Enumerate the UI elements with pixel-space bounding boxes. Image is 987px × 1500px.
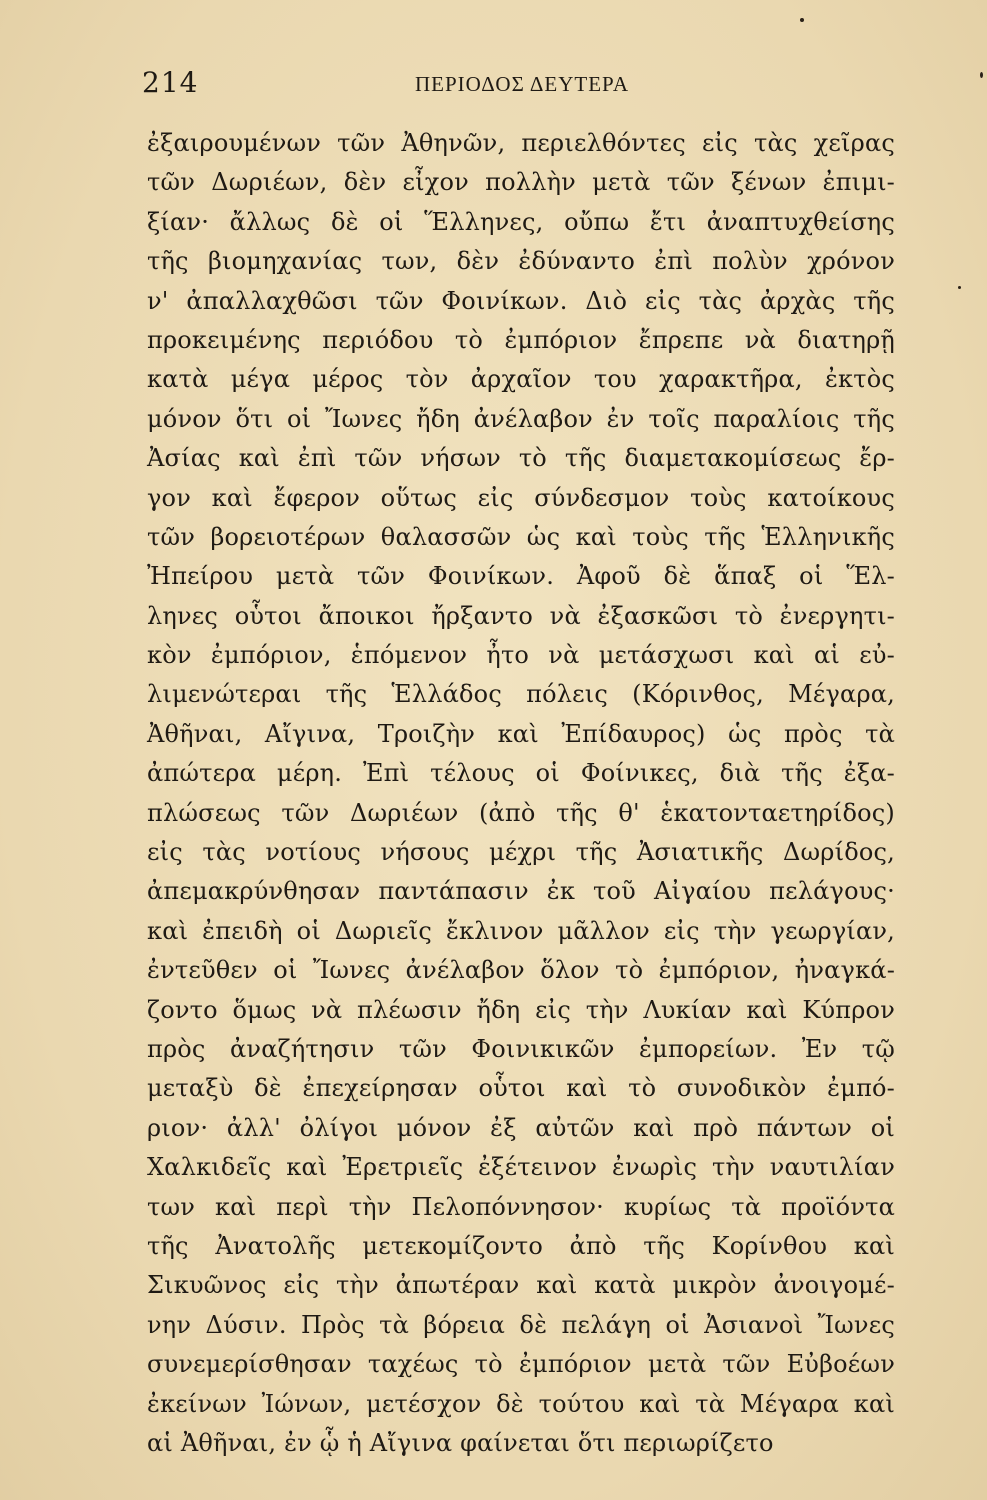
text-line: καὶ ἐπειδὴ οἱ Δωριεῖς ἔκλινον μᾶλλον εἰς τὴν γεωργίαν, [147,916,895,945]
ink-speck [800,18,804,22]
text-line: ἀπώτερα μέρη. Ἐπὶ τέλους οἱ Φοίνικες, διὰ τῆς ἐξα- [147,759,895,788]
text-line: συνεμερίσθησαν ταχέως τὸ ἐμπόριον μετὰ τῶν Εὐβοέων [147,1350,895,1379]
page-header [142,66,902,106]
text-line: γον καὶ ἔφερον οὕτως εἰς σύνδεσμον τοὺς κατοίκους [147,483,895,512]
text-line: εἰς τὰς νοτίους νήσους μέχρι τῆς Ἀσιατικῆς Δωρίδος, [147,838,895,867]
text-line: μόνον ὅτι οἱ Ἴωνες ἤδη ἀνέλαβον ἐν τοῖς παραλίοις τῆς [147,404,895,433]
text-line: πρὸς ἀναζήτησιν τῶν Φοινικικῶν ἐμπορείων. Ἐν τῷ [147,1034,895,1063]
text-line: ἐντεῦθεν οἱ Ἴωνες ἀνέλαβον ὅλον τὸ ἐμπόριον, ἠναγκά- [147,956,895,985]
text-line: ληνες οὗτοι ἄποικοι ἤρξαντο νὰ ἐξασκῶσι τὸ ἐνεργητι- [147,601,895,630]
text-line: τῆς Ἀνατολῆς μετεκομίζοντο ἀπὸ τῆς Κορίνθου καὶ [147,1231,895,1260]
text-line: ν' ἀπαλλαχθῶσι τῶν Φοινίκων. Διὸ εἰς τὰς ἀρχὰς τῆς [147,286,895,315]
text-line: πλώσεως τῶν Δωριέων (ἀπὸ τῆς θ' ἑκατονταετηρίδος) [147,798,895,827]
text-line: των καὶ περὶ τὴν Πελοπόννησον· κυρίως τὰ προϊόντα [147,1192,895,1221]
text-line: προκειμένης περιόδου τὸ ἐμπόριον ἔπρεπε νὰ διατηρῇ [147,325,895,354]
text-line: μεταξὺ δὲ ἐπεχείρησαν οὗτοι καὶ τὸ συνοδικὸν ἐμπό- [147,1074,895,1103]
text-line: Σικυῶνος εἰς τὴν ἀπωτέραν καὶ κατὰ μικρὸν ἀνοιγομέ- [147,1271,895,1300]
text-line: ἐξαιρουμένων τῶν Ἀθηνῶν, περιελθόντες εἰς τὰς χεῖρας [147,129,895,157]
text-line: Ἀθῆναι, Αἴγινα, Τροιζὴν καὶ Ἐπίδαυρος) ὡς πρὸς τὰ [147,719,895,748]
ink-speck [980,72,983,78]
text-line: αἱ Ἀθῆναι, ἐν ᾧ ἡ Αἴγινα φαίνεται ὅτι περιωρίζετο [147,1428,774,1457]
text-line: ἐκείνων Ἰώνων, μετέσχον δὲ τούτου καὶ τὰ Μέγαρα καὶ [147,1389,895,1418]
text-line: τῆς βιομηχανίας των, δὲν ἐδύναντο ἐπὶ πολὺν χρόνον [147,247,895,276]
text-line: ριον· ἀλλ' ὀλίγοι μόνον ἐξ αὐτῶν καὶ πρὸ πάντων οἱ [147,1113,895,1142]
text-line: νην Δύσιν. Πρὸς τὰ βόρεια δὲ πελάγη οἱ Ἀσιανοὶ Ἴωνες [147,1310,895,1339]
text-line: Ἀσίας καὶ ἐπὶ τῶν νήσων τὸ τῆς διαμετακομίσεως ἔρ- [147,444,895,473]
page-number: 214 [142,66,199,99]
text-line: Ἠπείρου μετὰ τῶν Φοινίκων. Ἀφοῦ δὲ ἅπαξ οἱ Ἕλ- [147,562,895,591]
text-line: τῶν Δωριέων, δὲν εἶχον πολλὴν μετὰ τῶν ξένων ἐπιμι- [147,168,895,197]
text-line: ἀπεμακρύνθησαν παντάπασιν ἐκ τοῦ Αἰγαίου πελάγους· [147,877,895,906]
text-line: λιμενώτεραι τῆς Ἑλλάδος πόλεις (Κόρινθος, Μέγαρα, [147,680,895,709]
text-line: ζοντο ὅμως νὰ πλέωσιν ἤδη εἰς τὴν Λυκίαν καὶ Κύπρον [147,995,895,1024]
text-line: τῶν βορειοτέρων θαλασσῶν ὡς καὶ τοὺς τῆς Ἑλληνικῆς [147,522,895,551]
text-line: κατὰ μέγα μέρος τὸν ἀρχαῖον του χαρακτῆρα, ἐκτὸς [147,365,895,394]
text-line: ξίαν· ἄλλως δὲ οἱ Ἕλληνες, οὔπω ἔτι ἀναπτυχθείσης [147,207,895,236]
running-head: ΠΕΡΙΟΔΟΣ ΔΕΥΤΕΡΑ [414,72,629,96]
text-line: κὸν ἐμπόριον, ἑπόμενον ἦτο νὰ μετάσχωσι καὶ αἱ εὐ- [147,641,895,670]
body-text [147,124,895,1463]
text-line: Χαλκιδεῖς καὶ Ἐρετριεῖς ἐξέτεινον ἐνωρὶς τὴν ναυτιλίαν [147,1153,895,1182]
ink-speck [958,286,961,289]
